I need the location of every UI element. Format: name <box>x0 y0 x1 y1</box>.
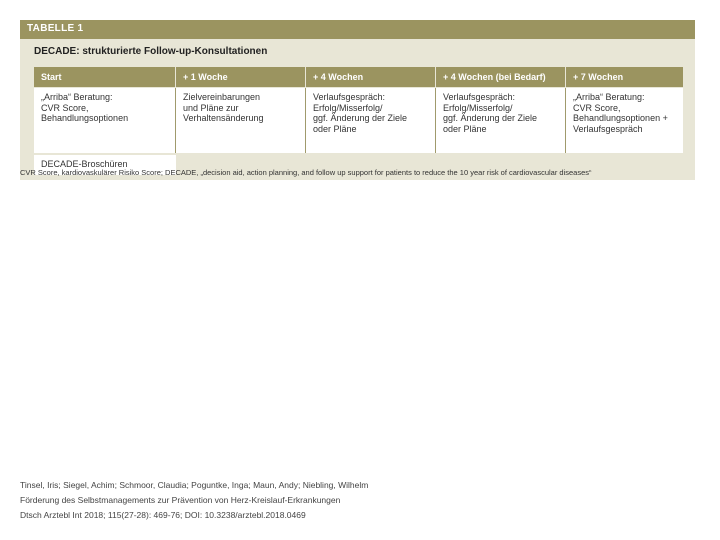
cell-line: Zielvereinbarungen <box>183 92 261 102</box>
table-cell-week1 <box>176 88 306 153</box>
table-cell-start <box>34 88 176 153</box>
cell-line: Behandlungsoptionen + <box>573 113 668 123</box>
cell-line: „Arriba“ Beratung: <box>573 92 645 102</box>
table-footnote: CVR Score, kardiovaskulärer Risiko Score; DECADE, „decision aid, action planning, and follow up support for patients to reduce the 10 year risk of cardiovascular diseases“ <box>20 168 592 177</box>
table-cell-week4-optional <box>436 88 566 153</box>
column-header-week4-optional: + 4 Wochen (bei Bedarf) <box>436 67 566 87</box>
column-header-week7: + 7 Wochen <box>573 72 624 82</box>
cell-line: und Pläne zur <box>183 102 239 113</box>
cell-line: oder Pläne <box>443 123 487 134</box>
cell-line: Verlaufsgespräch: <box>313 92 386 102</box>
table-label: TABELLE 1 <box>27 23 84 34</box>
table-cell-week4 <box>306 88 436 153</box>
cell-line: ggf. Änderung der Ziele <box>443 113 538 123</box>
citation-authors: Tinsel, Iris; Siegel, Achim; Schmoor, Claudia; Poguntke, Inga; Maun, Andy; Niebling, Wilhelm <box>20 480 369 490</box>
cell-line: CVR Score, <box>41 102 89 113</box>
cell-line: CVR Score, <box>573 102 621 113</box>
table-grid <box>34 67 683 175</box>
table-row <box>34 88 683 153</box>
cell-line: Verlaufsgespräch: <box>443 92 516 102</box>
column-header-week4: + 4 Wochen <box>306 67 436 87</box>
cell-line: Erfolg/Misserfolg/ <box>443 102 513 113</box>
table-cell-week7 <box>566 88 683 153</box>
citation-title: Förderung des Selbstmanagements zur Prävention von Herz-Kreislauf-Erkrankungen <box>20 495 341 505</box>
table-header-bar <box>20 20 695 39</box>
citation-source: Dtsch Arztebl Int 2018; 115(27-28): 469-76; DOI: 10.3238/arztebl.2018.0469 <box>20 510 306 520</box>
column-header-week1: + 1 Woche <box>176 67 306 87</box>
cell-line: ggf. Änderung der Ziele <box>313 113 408 123</box>
cell-line: Erfolg/Misserfolg/ <box>313 102 383 113</box>
column-header-start: Start <box>34 67 176 87</box>
table-card <box>20 20 695 180</box>
table-cell-brochure: DECADE-Broschüren <box>34 155 176 175</box>
cell-line: oder Pläne <box>313 123 357 134</box>
cell-line: „Arriba“ Beratung: <box>41 92 113 102</box>
cell-line: Behandlungsoptionen <box>41 113 129 123</box>
cell-line: Verlaufsgespräch <box>573 123 643 134</box>
citation <box>20 478 368 523</box>
cell-line: Verhaltensänderung <box>183 113 264 123</box>
table-head-row <box>34 67 683 87</box>
table-title: DECADE: strukturierte Follow-up-Konsultationen <box>34 46 268 57</box>
